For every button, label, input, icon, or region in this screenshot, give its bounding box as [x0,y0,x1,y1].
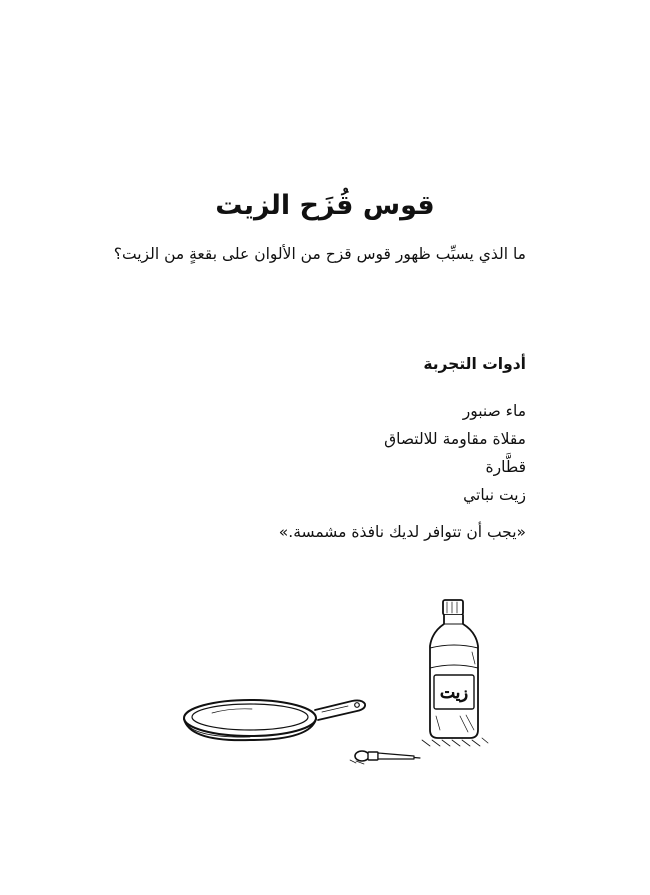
materials-heading: أدوات التجربة [423,355,526,373]
experiment-question: ما الذي يسبِّب ظهور قوس قزح من الألوان على بقعةٍ من الزيت؟ [113,245,526,263]
list-item: زيت نباتي [463,486,526,504]
materials-list [384,397,526,509]
page-title: قوس قُزَح الزيت [215,190,435,222]
frying-pan-icon [184,700,365,740]
list-item: ماء صنبور [462,402,526,420]
oil-bottle-icon [422,600,488,746]
bottle-label-text: زيت [440,683,468,702]
materials-illustration [0,580,650,820]
sunny-window-note: «يجب أن تتوافر لديك نافذة مشمسة.» [278,523,526,541]
list-item: مقلاة مقاومة للالتصاق [384,430,526,448]
list-item: قطَّارة [485,458,526,476]
dropper-icon [350,751,420,764]
